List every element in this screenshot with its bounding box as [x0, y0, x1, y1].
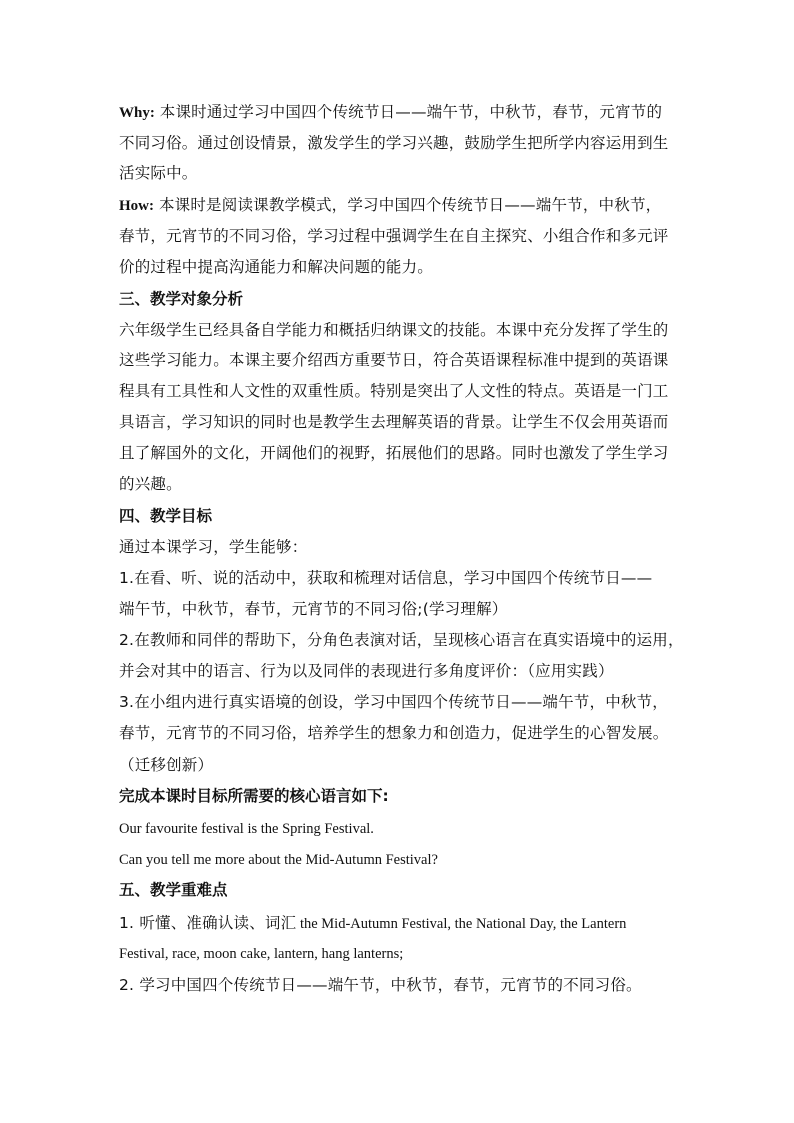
how-text-1: 本课时是阅读课教学模式，学习中国四个传统节日——端午节，中秋节， [158, 196, 662, 214]
core-sentence-2: Can you tell me more about the Mid-Autumn Festival? [119, 852, 438, 868]
how-line-2: 春节，元宵节的不同习俗，学习过程中强调学生在自主探究、小组合作和多元评 [119, 227, 669, 245]
core-sentence-1: Our favourite festival is the Spring Festival. [119, 821, 374, 837]
why-text-1: 本课时通过学习中国四个传统节日——端午节，中秋节，春节，元宵节的 [159, 103, 663, 121]
how-line-1 [119, 195, 661, 216]
why-line-2: 不同习俗。通过创设情景，激发学生的学习兴趣，鼓励学生把所学内容运用到生 [119, 134, 669, 152]
why-line-3: 活实际中。 [119, 164, 198, 182]
why-line-1 [119, 102, 662, 123]
section-3-line: 的兴趣。 [119, 475, 182, 493]
objectives-intro: 通过本课学习，学生能够： [119, 538, 308, 556]
why-label: Why: [119, 105, 155, 121]
section-5-heading: 五、教学重难点 [119, 881, 228, 899]
key-point-1-line-2: Festival, race, moon cake, lantern, hang lanterns; [119, 946, 404, 962]
objective-3-line-3: （迁移创新） [119, 756, 214, 774]
how-label: How: [119, 198, 154, 214]
objective-2-line-1: 2.在教师和同伴的帮助下，分角色表演对话，呈现核心语言在真实语境中的运用， [119, 631, 684, 649]
key-point-1-cn: 1. 听懂、准确认读、词汇 [119, 914, 297, 932]
section-3-line: 程具有工具性和人文性的双重性质。特别是突出了人文性的特点。英语是一门工 [119, 382, 669, 400]
section-3-heading: 三、教学对象分析 [119, 290, 244, 308]
key-point-1-line-1 [119, 913, 626, 934]
section-4-heading: 四、教学目标 [119, 507, 213, 525]
how-line-3: 价的过程中提高沟通能力和解决问题的能力。 [119, 258, 434, 276]
key-point-2: 2. 学习中国四个传统节日——端午节，中秋节，春节，元宵节的不同习俗。 [119, 976, 642, 994]
objective-2-line-2: 并会对其中的语言、行为以及同伴的表现进行多角度评价：（应用实践） [119, 662, 614, 680]
key-point-1-en: the Mid-Autumn Festival, the National Day, the Lantern [296, 916, 627, 932]
section-3-line: 这些学习能力。本课主要介绍西方重要节日，符合英语课程标准中提到的英语课 [119, 351, 669, 369]
objective-3-line-1: 3.在小组内进行真实语境的创设，学习中国四个传统节日——端午节，中秋节， [119, 693, 668, 711]
objective-3-line-2: 春节，元宵节的不同习俗，培养学生的想象力和创造力，促进学生的心智发展。 [119, 724, 669, 742]
section-3-line: 六年级学生已经具备自学能力和概括归纳课文的技能。本课中充分发挥了学生的 [119, 321, 669, 339]
section-3-line: 且了解国外的文化，开阔他们的视野，拓展他们的思路。同时也激发了学生学习 [119, 444, 669, 462]
objective-1-line-1: 1.在看、听、说的活动中，获取和梳理对话信息，学习中国四个传统节日—— [119, 569, 653, 587]
core-language-heading: 完成本课时目标所需要的核心语言如下: [119, 787, 389, 805]
section-3-line: 具语言，学习知识的同时也是教学生去理解英语的背景。让学生不仅会用英语而 [119, 413, 669, 431]
objective-1-line-2: 端午节，中秋节，春节，元宵节的不同习俗;(学习理解） [119, 600, 508, 618]
